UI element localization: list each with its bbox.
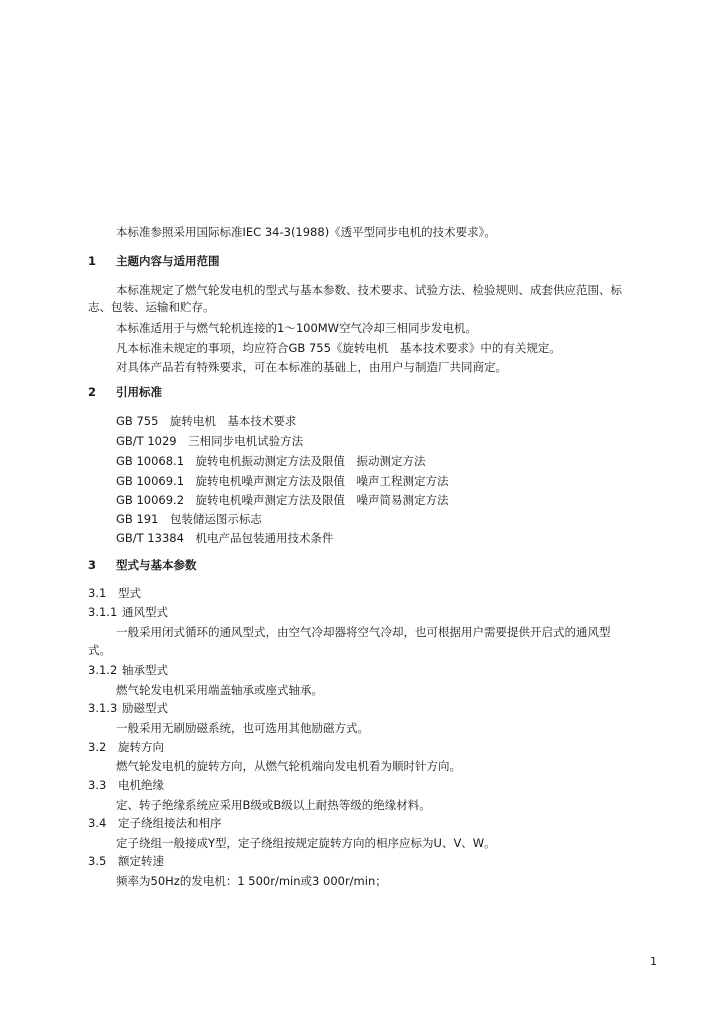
subsection-3-4-paragraph: 定子绕组一般接成Y型，定子绕组按规定旋转方向的相序应标为U、V、W。 (116, 836, 496, 850)
subsection-3-1-2-paragraph: 燃气轮发电机采用端盖轴承或座式轴承。 (116, 683, 323, 697)
subsection-number: 3.1.1 (88, 605, 118, 619)
subsection-3-5-paragraph: 频率为50Hz的发电机：1 500r/min或3 000r/min； (116, 874, 387, 888)
section-title: 引用标准 (116, 385, 162, 399)
subsection-3-2-heading (88, 739, 164, 755)
subsection-3-1-2-heading (88, 662, 168, 678)
page-number: 1 (650, 955, 657, 968)
subsection-number: 3.2 (88, 740, 107, 754)
subsection-3-3-paragraph: 定、转子绝缘系统应采用B级或B级以上耐热等级的绝缘材料。 (116, 798, 431, 812)
subsection-title: 轴承型式 (122, 663, 168, 677)
subsection-3-1-1-heading (88, 604, 168, 620)
subsection-number: 3.4 (88, 816, 107, 830)
subsection-title: 额定转速 (118, 854, 164, 868)
section-1-paragraph-1a: 本标准规定了燃气轮发电机的型式与基本参数、技术要求、试验方法、检验规则、成套供应范围、标 (116, 283, 622, 297)
subsection-number: 3.1.3 (88, 701, 118, 715)
section-1-heading (88, 253, 220, 269)
reference-item: GB 10069.1 旋转电机噪声测定方法及限值 噪声工程测定方法 (116, 474, 449, 488)
section-number: 1 (88, 254, 97, 268)
subsection-number: 3.3 (88, 778, 107, 792)
section-number: 3 (88, 558, 97, 572)
subsection-number: 3.5 (88, 854, 107, 868)
section-1-paragraph-4: 对具体产品若有特殊要求，可在本标准的基础上，由用户与制造厂共同商定。 (116, 360, 507, 374)
subsection-title: 定子绕组接法和相序 (118, 816, 222, 830)
subsection-3-1-3-paragraph: 一般采用无刷励磁系统，也可选用其他励磁方式。 (116, 721, 369, 735)
subsection-3-1-3-heading (88, 700, 168, 716)
subsection-3-1-heading (88, 585, 141, 601)
reference-item: GB 755 旋转电机 基本技术要求 (116, 414, 297, 428)
subsection-3-1-1-paragraph-a: 一般采用闭式循环的通风型式，由空气冷却器将空气冷却，也可根据用户需要提供开启式的通风型 (116, 625, 611, 639)
subsection-title: 励磁型式 (122, 701, 168, 715)
subsection-title: 通风型式 (122, 605, 168, 619)
section-1-paragraph-3: 凡本标准未规定的事项，均应符合GB 755《旋转电机 基本技术要求》中的有关规定。 (116, 341, 561, 355)
subsection-title: 旋转方向 (118, 740, 164, 754)
reference-item: GB 10068.1 旋转电机振动测定方法及限值 振动测定方法 (116, 454, 426, 468)
section-3-heading (88, 557, 197, 573)
section-2-heading (88, 384, 162, 400)
intro-paragraph: 本标准参照采用国际标准IEC 34-3(1988)《透平型同步电机的技术要求》。 (116, 225, 496, 239)
subsection-3-2-paragraph: 燃气轮发电机的旋转方向，从燃气轮机端向发电机看为顺时针方向。 (116, 759, 461, 773)
section-title: 主题内容与适用范围 (116, 254, 220, 268)
section-title: 型式与基本参数 (116, 558, 197, 572)
section-number: 2 (88, 385, 97, 399)
subsection-3-3-heading (88, 777, 164, 793)
subsection-number: 3.1.2 (88, 663, 118, 677)
subsection-title: 型式 (118, 586, 141, 600)
subsection-number: 3.1 (88, 586, 107, 600)
reference-item: GB 191 包装储运图示标志 (116, 512, 262, 526)
section-1-paragraph-1b: 志、包装、运输和贮存。 (88, 300, 215, 314)
section-1-paragraph-2: 本标准适用于与燃气轮机连接的1～100MW空气冷却三相同步发电机。 (116, 321, 478, 335)
subsection-3-5-heading (88, 853, 164, 869)
reference-item: GB/T 1029 三相同步电机试验方法 (116, 434, 304, 448)
subsection-title: 电机绝缘 (118, 778, 164, 792)
subsection-3-4-heading (88, 815, 222, 831)
reference-item: GB/T 13384 机电产品包装通用技术条件 (116, 531, 334, 545)
subsection-3-1-1-paragraph-b: 式。 (88, 643, 111, 657)
reference-item: GB 10069.2 旋转电机噪声测定方法及限值 噪声简易测定方法 (116, 493, 449, 507)
